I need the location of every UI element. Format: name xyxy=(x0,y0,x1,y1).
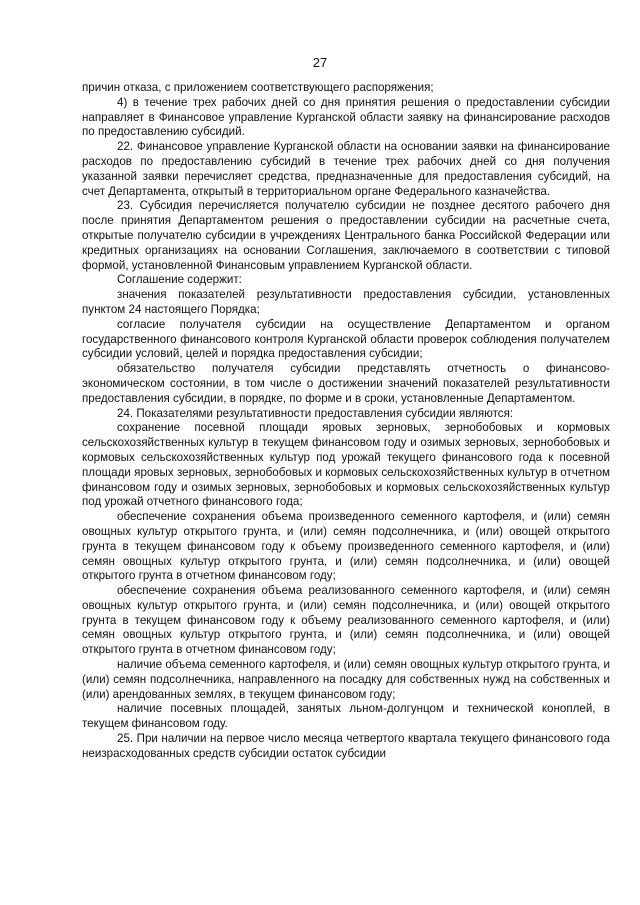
paragraph: 4) в течение трех рабочих дней со дня принятия решения о предоставлении субсидии направляет в Финансовое управление Курганской области заявку на финансирование расходов по предоставлению субсидий. xyxy=(82,95,610,139)
paragraph: 25. При наличии на первое число месяца четвертого квартала текущего финансового года неизрасходованных средств субсидии остаток субсидии xyxy=(82,732,610,760)
paragraph: значения показателей результативности предоставления субсидии, установленных пунктом 24 настоящего Порядка; xyxy=(82,288,610,316)
paragraph: сохранение посевной площади яровых зерновых, зернобобовых и кормовых сельскохозяйственных культур в текущем финансовом году и озимых зерновых, зернобобовых и кормовых сельскохозяйственных культур под урожай текущего финансового года к посевной площади яровых зерновых, зернобобовых и кормовых сельскохозяйственных культур в отчетном финансовом году и озимых зерновых, зернобобовых и кормовых сельскохозяйственных культур под урожай отчетного финансового года; xyxy=(82,421,610,509)
paragraph: 23. Субсидия перечисляется получателю субсидии не позднее десятого рабочего дня после принятия Департаментом решения о предоставлении субсидии на расчетные счета, открытые получателю субсидии в учреждениях Центрального банка Российской Федерации или кредитных организациях на основании Соглашения, заключаемого в соответствии с типовой формой, установленной Финансовым управлением Курганской области. xyxy=(82,199,610,272)
paragraph: обеспечение сохранения объема реализованного семенного картофеля, и (или) семян овощных культур открытого грунта, и (или) семян подсолнечника, и (или) овощей открытого грунта в текущем финансовом году к объему реализованного семенного картофеля, и (или) семян овощных культур открытого грунта, и (или) семян подсолнечника, и (или) овощей открытого грунта в отчетном финансовом году; xyxy=(82,584,610,657)
paragraph: Соглашение содержит: xyxy=(117,273,242,287)
paragraph: 22. Финансовое управление Курганской области на основании заявки на финансирование расходов по предоставлению субсидий в течение трех рабочих дней со дня получения указанной заявки перечисляет средства, предназначенные для предоставления субсидий, на счет Департамента, открытый в территориальном органе Федерального казначейства. xyxy=(82,140,610,198)
page-number: 27 xyxy=(312,55,328,70)
document-body xyxy=(82,81,610,762)
paragraph: наличие объема семенного картофеля, и (или) семян овощных культур открытого грунта, и (или) семян подсолнечника, направленного на посадку для собственных нужд на собственных и (или) арендованных землях, в текущем финансовом году; xyxy=(82,658,610,701)
paragraph: согласие получателя субсидии на осуществление Департаментом и органом государственного финансового контроля Курганской области проверок соблюдения получателем субсидии условий, целей и порядка предоставления субсидии; xyxy=(82,317,610,361)
paragraph: причин отказа, с приложением соответствующего распоряжения; xyxy=(82,81,434,94)
paragraph: 24. Показателями результативности предоставления субсидии являются: xyxy=(117,406,514,420)
paragraph: обеспечение сохранения объема произведенного семенного картофеля, и (или) семян овощных культур открытого грунта, и (или) семян подсолнечника, и (или) овощей открытого грунта в текущем финансовом году к объему произведенного семенного картофеля, и (или) семян овощных культур открытого грунта, и (или) семян подсолнечника, и (или) овощей открытого грунта в отчетном финансовом году; xyxy=(82,510,610,583)
paragraph: наличие посевных площадей, занятых льном-долгунцом и технической коноплей, в текущем финансовом году. xyxy=(82,702,610,731)
paragraph: обязательство получателя субсидии представлять отчетность о финансово-экономическом состоянии, в том числе о достижении значений показателей результативности предоставления субсидии, в порядке, по форме и в сроки, установленные Департаментом. xyxy=(82,362,610,405)
